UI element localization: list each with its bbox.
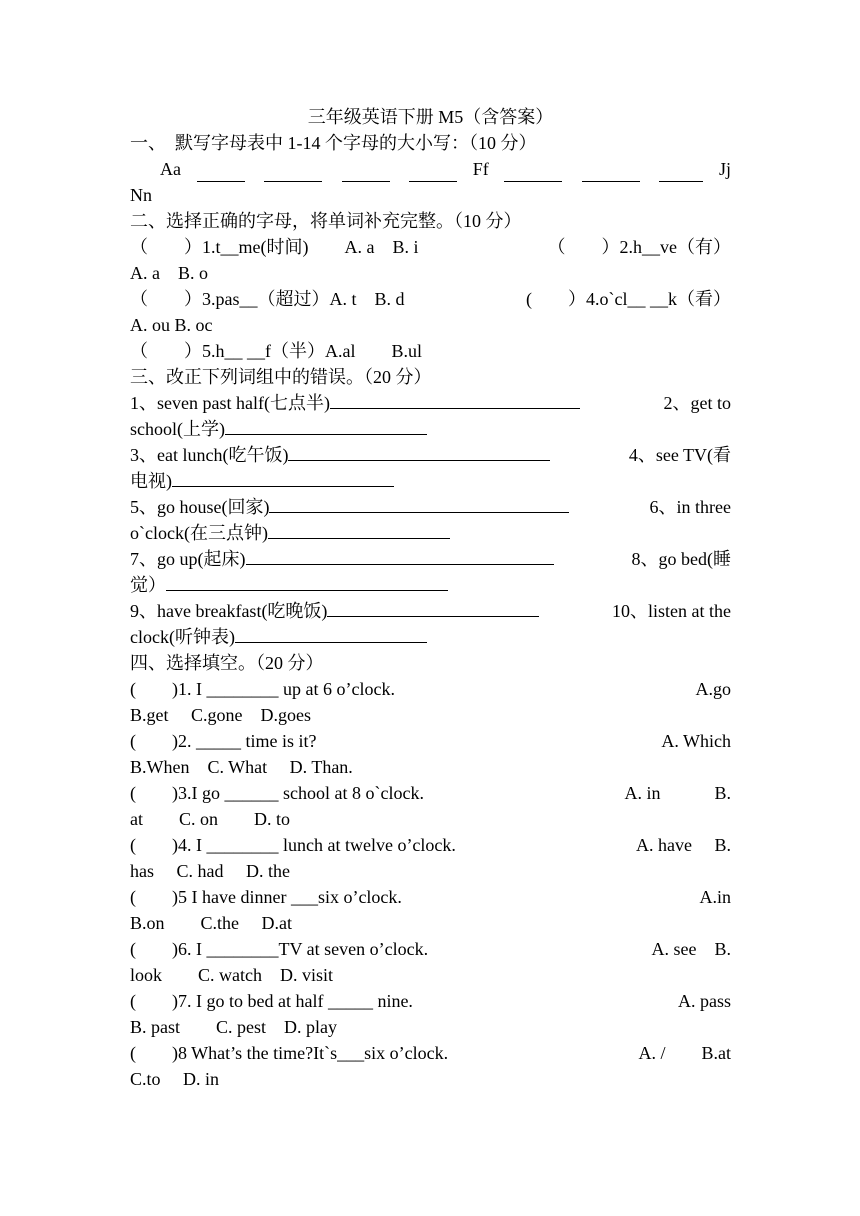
question-option: A. see B. xyxy=(651,939,731,959)
question-options: look C. watch D. visit xyxy=(130,965,333,985)
question-text: 8、go bed(睡 xyxy=(631,549,731,569)
question-text: ( )4. I ________ lunch at twelve o’clock. xyxy=(130,835,456,855)
question-option: A. have B. xyxy=(636,835,731,855)
section-2-heading: 二、选择正确的字母，将单词补充完整。（10 分） xyxy=(130,211,522,231)
answer-blank xyxy=(504,163,562,182)
answer-blank xyxy=(269,494,569,513)
question-text: ( )6. I ________TV at seven o’clock. xyxy=(130,939,429,959)
section-4-heading: 四、选择填空。（20 分） xyxy=(130,653,324,673)
page-title: 三年级英语下册 M5（含答案） xyxy=(307,107,554,127)
question-options: C.to D. in xyxy=(130,1069,220,1089)
question-text: ( )7. I go to bed at half _____ nine. xyxy=(130,991,413,1011)
question-option: A. Which xyxy=(661,731,731,751)
question-options: B. past C. pest D. play xyxy=(130,1017,337,1037)
worksheet-content xyxy=(130,104,731,1092)
answer-blank xyxy=(166,572,448,591)
question-option: A.in xyxy=(699,887,731,907)
section-1-heading: 一、 默写字母表中 1-14 个字母的大小写：（10 分） xyxy=(130,133,537,153)
question-option: A. pass xyxy=(678,991,731,1011)
question-text: 电视) xyxy=(130,471,172,491)
answer-blank xyxy=(268,520,450,539)
question-text: ( )5 I have dinner ___six o’clock. xyxy=(130,887,402,907)
question-text: 觉） xyxy=(130,575,166,595)
answer-blank xyxy=(409,163,457,182)
question-line xyxy=(130,442,731,468)
question-text: 6、in three xyxy=(649,497,731,517)
question-options: A. ou B. oc xyxy=(130,315,213,335)
question-line xyxy=(130,936,731,962)
question-text: ( ）4.o`cl__ __k（看） xyxy=(526,289,731,309)
question-option: A. in B. xyxy=(624,783,731,803)
question-line xyxy=(130,390,731,416)
question-line xyxy=(130,676,731,702)
question-line xyxy=(130,234,731,260)
question-text: （ ）5.h__ __f（半）A.al B.ul xyxy=(130,341,422,361)
question-line xyxy=(130,624,731,650)
answer-blank xyxy=(197,163,245,182)
question-options: B.When C. What D. Than. xyxy=(130,757,353,777)
question-text: （ ）1.t__me(时间) A. a B. i xyxy=(130,237,419,257)
answer-blank xyxy=(659,163,703,182)
section-1-row xyxy=(130,156,731,182)
question-line xyxy=(130,598,731,624)
question-text: 10、listen at the xyxy=(612,601,731,621)
question-text: 3、eat lunch(吃午饭) xyxy=(130,445,289,465)
question-options: B.get C.gone D.goes xyxy=(130,705,311,725)
question-line xyxy=(130,286,731,312)
question-text: 5、go house(回家) xyxy=(130,497,270,517)
letter-label: Aa xyxy=(160,159,181,179)
question-options: B.on C.the D.at xyxy=(130,913,292,933)
question-options: has C. had D. the xyxy=(130,861,290,881)
question-option: A.go xyxy=(695,679,731,699)
answer-blank xyxy=(225,416,427,435)
question-text: clock(听钟表) xyxy=(130,627,235,647)
answer-blank xyxy=(264,163,322,182)
question-text: 2、get to xyxy=(663,393,731,413)
answer-blank xyxy=(235,624,427,643)
question-text: （ ）2.h__ve（有） xyxy=(547,237,731,257)
section-3-heading: 三、改正下列词组中的错误。（20 分） xyxy=(130,367,432,387)
question-line xyxy=(130,884,731,910)
question-text: 4、see TV(看 xyxy=(628,445,731,465)
question-option: A. / B.at xyxy=(638,1043,731,1063)
question-text: 9、have breakfast(吃晚饭) xyxy=(130,601,328,621)
answer-blank xyxy=(342,163,390,182)
letter-label: Jj xyxy=(718,159,731,179)
question-text: ( )1. I ________ up at 6 o’clock. xyxy=(130,679,395,699)
question-text: 7、go up(起床) xyxy=(130,549,246,569)
letter-label: Ff xyxy=(472,159,489,179)
question-options: A. a B. o xyxy=(130,263,208,283)
question-line xyxy=(130,572,731,598)
question-line xyxy=(130,520,731,546)
answer-blank xyxy=(172,468,394,487)
question-line xyxy=(130,546,731,572)
question-line xyxy=(130,468,731,494)
question-line xyxy=(130,988,731,1014)
question-text: school(上学) xyxy=(130,419,225,439)
question-line xyxy=(130,728,731,754)
letter-label: Nn xyxy=(130,185,152,205)
question-line xyxy=(130,494,731,520)
question-line xyxy=(130,1040,731,1066)
question-line xyxy=(130,832,731,858)
question-line xyxy=(130,416,731,442)
question-text: o`clock(在三点钟) xyxy=(130,523,268,543)
question-text: ( )2. _____ time is it? xyxy=(130,731,317,751)
question-text: 1、seven past half(七点半) xyxy=(130,393,330,413)
answer-blank xyxy=(246,546,554,565)
answer-blank xyxy=(582,163,640,182)
answer-blank xyxy=(330,390,580,409)
question-text: ( )8 What’s the time?It`s___six o’clock. xyxy=(130,1043,449,1063)
answer-blank xyxy=(288,442,550,461)
question-text: ( )3.I go ______ school at 8 o`clock. xyxy=(130,783,424,803)
question-text: （ ）3.pas__（超过）A. t B. d xyxy=(130,289,405,309)
question-line xyxy=(130,780,731,806)
answer-blank xyxy=(327,598,539,617)
question-options: at C. on D. to xyxy=(130,809,290,829)
